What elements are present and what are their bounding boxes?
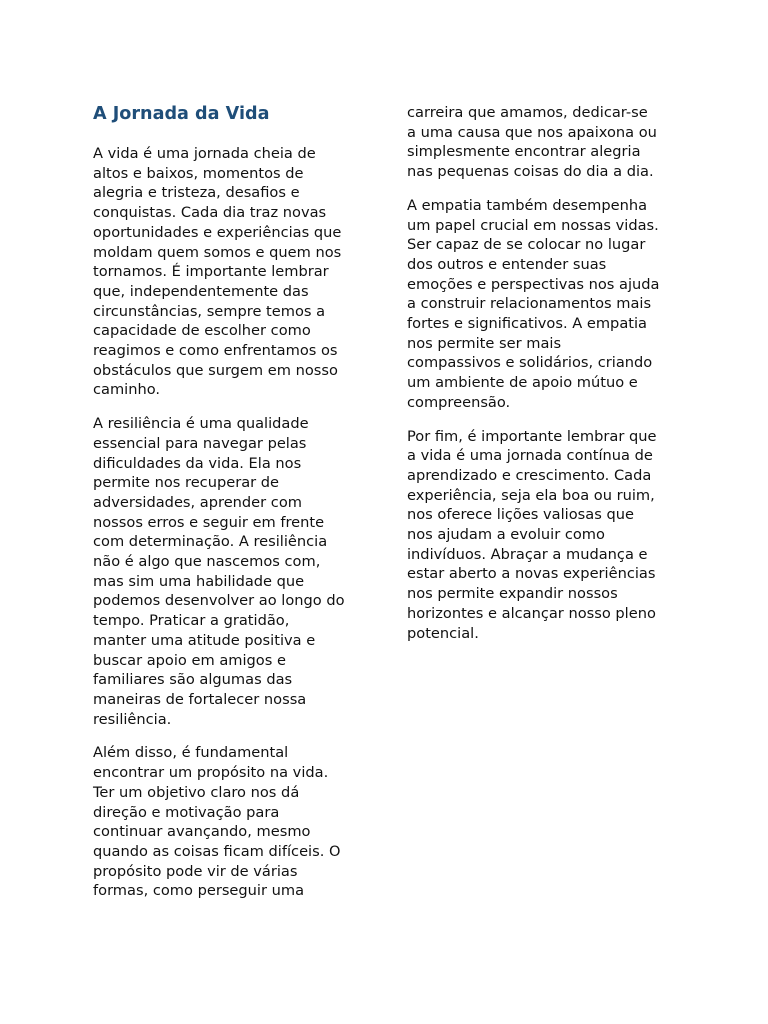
paragraph: A empatia também desempenha um papel crucial em nossas vidas. Ser capaz de se colocar no lugar dos outros e entender suas emoções e perspectivas nos ajuda a construir relacionamentos mais fortes e significativos. A empatia nos permite ser mais compassivos e solidários, criando um ambiente de apoio mútuo e compreensão. xyxy=(407,196,660,411)
paragraph: carreira que amamos, dedicar-se a uma causa que nos apaixona ou simplesmente encontrar alegria nas pequenas coisas do dia a dia. xyxy=(407,104,657,181)
paragraph: A resiliência é uma qualidade essencial para navegar pelas dificuldades da vida. Ela nos permite nos recuperar de adversidades, aprender com nossos erros e seguir em frente com determinação. A resiliência não é algo que nascemos com, mas sim uma habilidade que podemos desenvolver ao longo do tempo. Praticar a gratidão, manter uma atitude positiva e buscar apoio em amigos e familiares são algumas das maneiras de fortalecer nossa resiliência. xyxy=(93,415,345,728)
paragraph: Além disso, é fundamental encontrar um propósito na vida. Ter um objetivo claro nos dá direção e motivação para continuar avançando, mesmo quando as coisas ficam difíceis. O propósito pode vir de várias formas, como perseguir uma xyxy=(93,744,341,900)
right-column xyxy=(407,103,679,657)
left-column xyxy=(93,103,365,915)
paragraph: A vida é uma jornada cheia de altos e baixos, momentos de alegria e tristeza, desafios e conquistas. Cada dia traz novas oportunidades e experiências que moldam quem somos e quem nos tornamos. É importante lembrar que, independentemente das circunstâncias, sempre temos a capacidade de escolher como reagimos e como enfrentamos os obstáculos que surgem em nosso caminho. xyxy=(93,145,342,399)
document-title: A Jornada da Vida xyxy=(93,104,270,124)
paragraph: Por fim, é importante lembrar que a vida é uma jornada contínua de aprendizado e crescimento. Cada experiência, seja ela boa ou ruim, nos oferece lições valiosas que nos ajudam a evoluir como indivíduos. Abraçar a mudança e estar aberto a novas experiências nos permite expandir nossos horizontes e alcançar nosso pleno potencial. xyxy=(407,427,657,642)
